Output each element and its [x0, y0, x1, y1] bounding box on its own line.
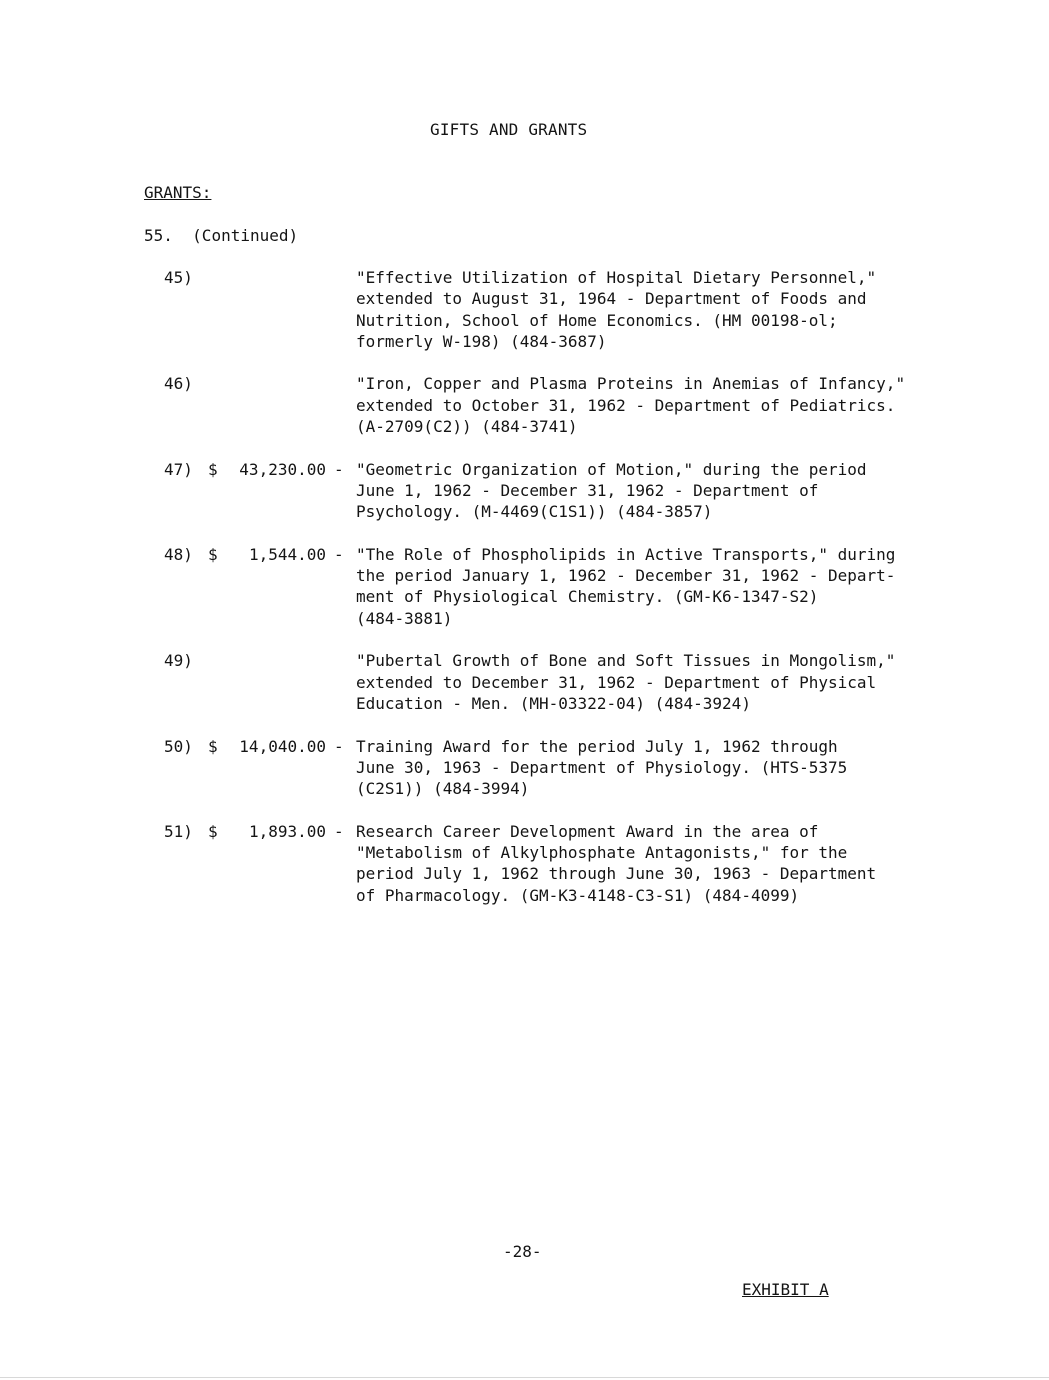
grant-entry	[0, 736, 1049, 800]
description-line: the period January 1, 1962 - December 31, 1962 - Depart-	[356, 566, 896, 586]
entry-dash: -	[334, 459, 344, 479]
description-line: extended to October 31, 1962 - Department of Pediatrics.	[356, 395, 896, 415]
description-line: "The Role of Phospholipids in Active Transports," during	[356, 544, 896, 564]
entry-description	[356, 544, 956, 629]
description-line: (A-2709(C2)) (484-3741)	[356, 417, 578, 437]
description-line: Psychology. (M-4469(C1S1)) (484-3857)	[356, 502, 713, 522]
item-note: (Continued)	[192, 226, 299, 245]
description-line: formerly W-198) (484-3687)	[356, 331, 607, 351]
page-title: GIFTS AND GRANTS	[430, 120, 588, 139]
entry-description	[356, 459, 956, 523]
description-line: "Effective Utilization of Hospital Dietary Personnel,"	[356, 268, 877, 287]
dollar-sign: $	[208, 736, 218, 756]
entry-description	[356, 821, 956, 906]
description-line: ment of Physiological Chemistry. (GM-K6-1347-S2)	[356, 587, 819, 607]
entry-number: 46)	[164, 374, 193, 394]
entry-number: 48)	[164, 544, 193, 564]
description-line: June 1, 1962 - December 31, 1962 - Department of	[356, 480, 819, 500]
description-line: period July 1, 1962 through June 30, 1963 - Department	[356, 864, 877, 884]
grant-entry	[0, 650, 1049, 714]
dollar-sign: $	[208, 544, 218, 564]
description-line: Education - Men. (MH-03322-04) (484-3924)	[356, 693, 751, 713]
grant-entry	[0, 544, 1049, 629]
amount-value: 1,544.00	[248, 544, 326, 564]
description-line: Training Award for the period July 1, 1962 through	[356, 736, 838, 756]
dollar-sign: $	[208, 459, 218, 479]
scan-edge-divider	[0, 1377, 1049, 1378]
entry-dash: -	[334, 544, 344, 564]
description-line: June 30, 1963 - Department of Physiology. (HTS-5375	[356, 757, 848, 777]
amount-value: 1,893.00	[248, 821, 326, 841]
amount-value: 14,040.00	[239, 736, 326, 756]
grant-entries-list	[0, 267, 1049, 927]
amount-value: 43,230.00	[239, 459, 326, 479]
description-line: "Geometric Organization of Motion," during the period	[356, 459, 867, 479]
description-line: extended to August 31, 1964 - Department of Foods and	[356, 289, 867, 309]
entry-number: 49)	[164, 651, 193, 671]
description-line: Research Career Development Award in the area of	[356, 821, 819, 841]
entry-dash: -	[334, 821, 344, 841]
entry-description	[356, 373, 956, 437]
description-line: "Pubertal Growth of Bone and Soft Tissues in Mongolism,"	[356, 651, 896, 671]
dollar-sign: $	[208, 821, 218, 841]
entry-number: 45)	[164, 268, 193, 287]
grant-entry	[0, 267, 1049, 352]
item-number-line	[144, 226, 298, 245]
description-line: of Pharmacology. (GM-K3-4148-C3-S1) (484-4099)	[356, 885, 800, 905]
entry-description	[356, 267, 956, 352]
grant-entry	[0, 459, 1049, 523]
grant-entry	[0, 373, 1049, 437]
description-line: extended to December 31, 1962 - Department of Physical	[356, 672, 877, 692]
entry-number: 47)	[164, 459, 193, 479]
entry-description	[356, 736, 956, 800]
entry-dash: -	[334, 736, 344, 756]
entry-number: 50)	[164, 736, 193, 756]
description-line: (C2S1)) (484-3994)	[356, 779, 530, 799]
page-number: -28-	[503, 1242, 542, 1261]
entry-description	[356, 650, 956, 714]
exhibit-label: EXHIBIT A	[742, 1280, 829, 1299]
description-line: (484-3881)	[356, 608, 453, 628]
description-line: "Iron, Copper and Plasma Proteins in Anemias of Infancy,"	[356, 374, 906, 394]
section-heading: GRANTS:	[144, 183, 212, 202]
grant-entry	[0, 821, 1049, 906]
item-number: 55.	[144, 226, 173, 245]
description-line: Nutrition, School of Home Economics. (HM 00198-ol;	[356, 310, 838, 330]
description-line: "Metabolism of Alkylphosphate Antagonists," for the	[356, 843, 848, 863]
entry-number: 51)	[164, 821, 193, 841]
